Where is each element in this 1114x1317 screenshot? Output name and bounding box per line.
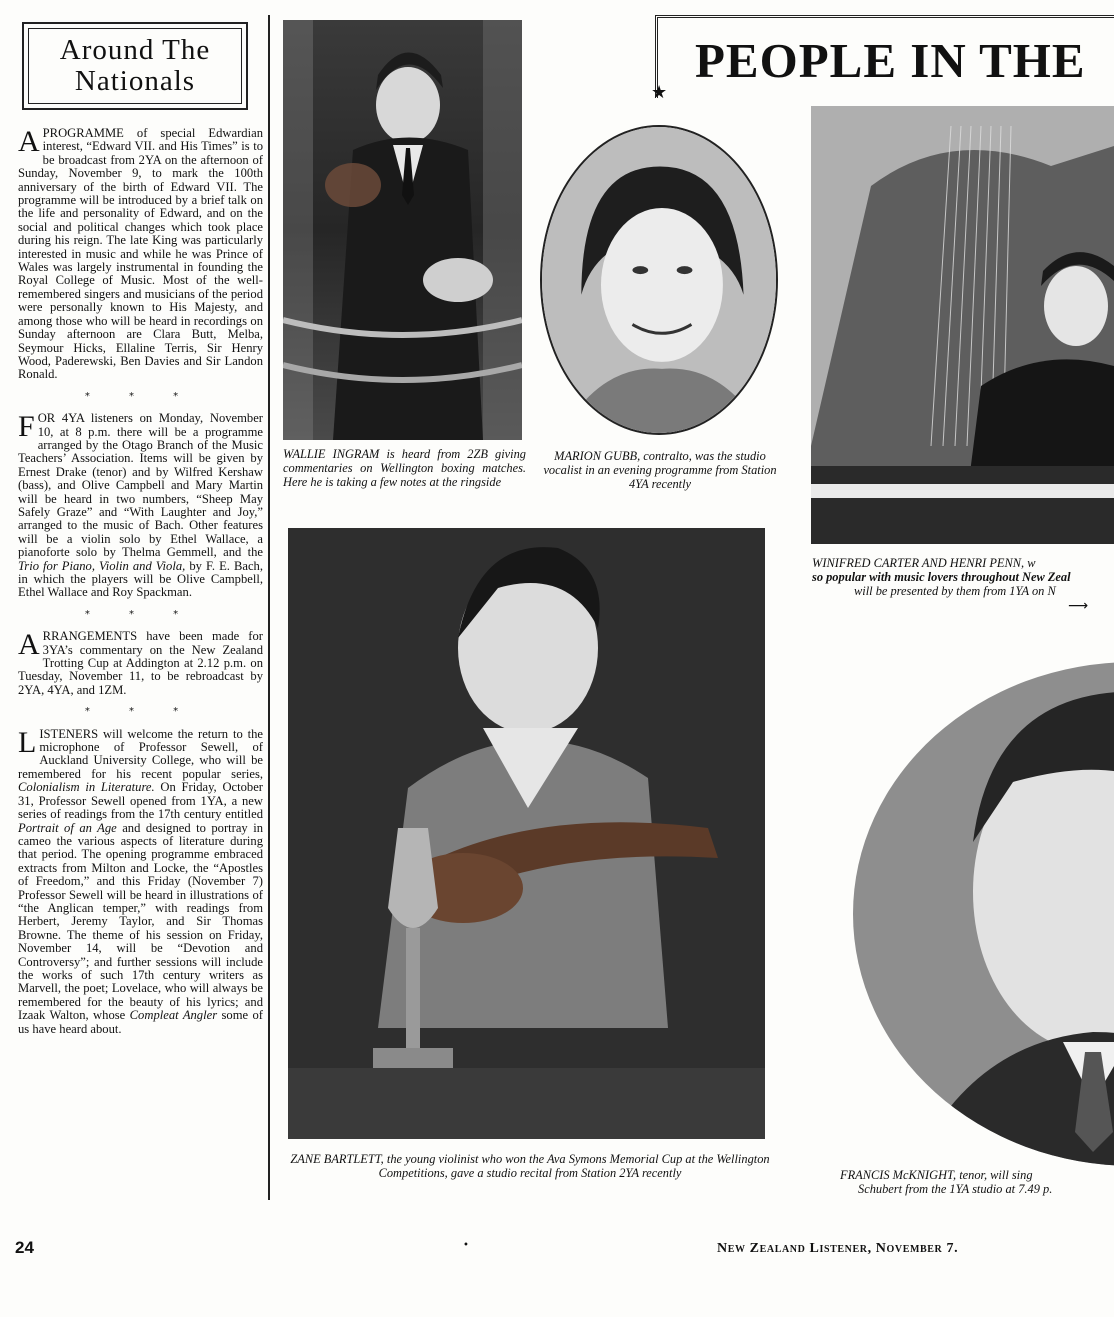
- photo-francis-mcknight: [853, 662, 1114, 1166]
- photo-zane-bartlett: [288, 528, 765, 1139]
- star-ornament-icon: ★: [651, 82, 668, 103]
- item-professor-sewell: LISTENERS will welcome the return to the microphone of Professor Sewell, of Auckland University College, who will be remembered for his recent popular series, Colonialism in Literature. On Friday, October 31, Professor Sewell opened from 1YA, a new series of readings from the 17th century entitled Portrait of an Age and designed to portray in cameo the various aspects of literature during that period. The opening programme embraced extracts from Milton and Locke, the “Apostles of Freedom,” and this Friday (November 7) Professor Sewell will be heard in illustrations of “the Anglican temper,” with readings from Herbert, Jeremy Taylor, and Sir Thomas Browne. The theme of his session on Friday, November 14, will be “Devotion and Controversy”; and further sessions will include the works of such 17th century writers as Marvell, the poet; Lovelace, who will always be remembered for the beauty of his lyrics; and Izaak Walton, whose Compleat Angler some of us have heard about.: [18, 725, 264, 1036]
- separator: * * *: [84, 390, 197, 402]
- page-number: 24: [15, 1238, 34, 1257]
- dropcap: A: [18, 628, 40, 662]
- column-heading-box: [22, 22, 248, 110]
- column-divider: [268, 15, 270, 1200]
- caption-francis-mcknight: FRANCIS McKNIGHT, tenor, will sing Schubert from the 1YA studio at 7.49 p.: [840, 1168, 1053, 1196]
- item-edward-vii: APROGRAMME of special Edwardian interest, “Edward VII. and His Times” is to be broadcast from 2YA on the afternoon of Sunday, November 9, to mark the 100th anniversary of the birth of Edward VII. The programme will be introduced by a brief talk on the life and personality of Edward, and on the social and political changes which took place during his reign. The late King was particularly interested in music and while he was Prince of Wales was largely instrumental in founding the Royal College of Music. Most of the well-remembered singers and musicians of the period were personally known to His Majesty, and among those who will be heard in recordings on Sunday afternoon are Clara Butt, Melba, Seymour Hicks, Ellaline Terris, Sir Henry Wood, Paderewski, Ben Davies and Sir Landon Ronald.: [18, 125, 263, 382]
- column-heading: [28, 28, 242, 104]
- page-title: PEOPLE IN THE: [695, 33, 1086, 88]
- dropcap: A: [18, 125, 40, 158]
- caption-marion-gubb: MARION GUBB, contralto, was the studio vocalist in an evening programme from Station 4YA recently: [543, 449, 777, 491]
- photo-winifred-carter-henri-penn: [811, 106, 1114, 544]
- dropcap: F: [18, 410, 35, 444]
- publication-line: New Zealand Listener, November 7.: [717, 1241, 959, 1256]
- item-trotting-cup: ARRANGEMENTS have been made for 3YA’s commentary on the New Zealand Trotting Cup at Addington at 2.12 p.m. on Tuesday, November 11, to be rebroadcast by 2YA, 4YA, and 1ZM.: [18, 628, 263, 697]
- footer-dot: •: [463, 1240, 469, 1251]
- caption-wallie-ingram: WALLIE INGRAM is heard from 2ZB giving commentaries on Wellington boxing matches. Here he is taking a few notes at the ringside: [283, 447, 526, 489]
- photo-wallie-ingram: [283, 20, 522, 440]
- item-4ya-music-teachers: FOR 4YA listeners on Monday, November 10, at 8 p.m. there will be a programme arranged by the Otago Branch of the Music Teachers’ Association. Items will be given by Ernest Drake (tenor) and by Wilfred Kershaw (bass), and Olive Campbell and Mary Martin will be heard in two numbers, “Sheep May Safely Graze” and “With Laughter and Joy,” arranged to the music of Bach. Other features will be a violin solo by Ethel Wallace, a pianoforte solo by Thelma Gemmell, and the Trio for Piano, Violin and Viola, by F. E. Bach, in which the players will be Olive Campbell, Ethel Wallace and Roy Spackman.: [18, 410, 263, 600]
- caption-winifred-carter: WINIFRED CARTER AND HENRI PENN, w so popular with music lovers throughout New Zeal will be presented by them from 1YA on N: [812, 556, 1071, 598]
- dropcap: L: [18, 725, 37, 759]
- photo-marion-gubb: [540, 125, 778, 435]
- separator: * * *: [84, 706, 197, 718]
- column-heading-line2: Nationals: [74, 65, 196, 97]
- separator: * * *: [84, 608, 197, 620]
- continuation-arrow-icon: ⟶: [1068, 598, 1089, 614]
- caption-zane-bartlett: ZANE BARTLETT, the young violinist who won the Ava Symons Memorial Cup at the Wellington Competitions, gave a studio recital from Station 2YA recently: [290, 1152, 770, 1180]
- column-heading-line1: Around The: [59, 34, 211, 66]
- column-body: [18, 127, 263, 1197]
